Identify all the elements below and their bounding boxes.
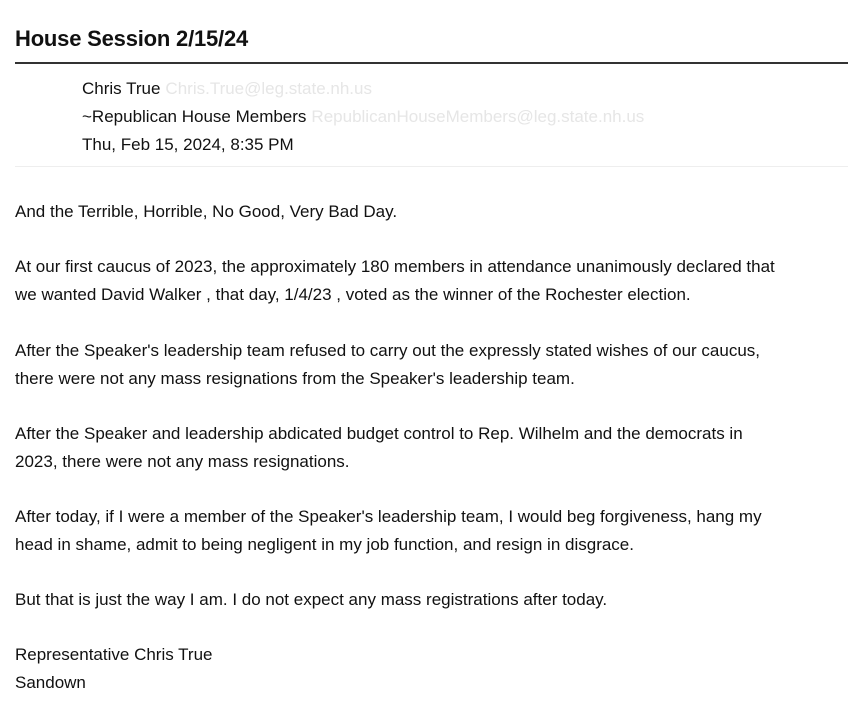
sender-email[interactable]: Chris.True@leg.state.nh.us [165,79,372,98]
to-value [82,105,644,129]
date-value: Thu, Feb 15, 2024, 8:35 PM [82,135,294,154]
sender-name[interactable]: Chris True [82,79,161,98]
body-paragraph-4-line-2: 2023, there were not any mass resignations. [15,452,350,471]
signature-title: Representative Chris True [15,645,213,664]
recipient-email[interactable]: RepublicanHouseMembers@leg.state.nh.us [311,107,645,126]
header-divider [15,166,848,167]
body-paragraph-5-line-1: After today, if I were a member of the Speaker's leadership team, I would beg forgiveness, hang my [15,507,762,526]
subject-divider [15,62,848,64]
body-paragraph-3-line-2: there were not any mass resignations from the Speaker's leadership team. [15,369,575,388]
body-paragraph-2-line-2: we wanted David Walker , that day, 1/4/23 , voted as the winner of the Rochester election. [15,285,691,304]
signature-location: Sandown [15,673,86,692]
body-paragraph-6: But that is just the way I am. I do not expect any mass registrations after today. [15,590,608,609]
body-paragraph-5-line-2: head in shame, admit to being negligent in my job function, and resign in disgrace. [15,535,634,554]
email-subject: House Session 2/15/24 [15,26,249,51]
from-value [82,77,372,101]
body-paragraph-4-line-1: After the Speaker and leadership abdicated budget control to Rep. Wilhelm and the democrats in [15,424,743,443]
body-paragraph-3-line-1: After the Speaker's leadership team refused to carry out the expressly stated wishes of our caucus, [15,341,761,360]
body-paragraph-2-line-1: At our first caucus of 2023, the approximately 180 members in attendance unanimously declared that [15,257,775,276]
body-paragraph-1: And the Terrible, Horrible, No Good, Very Bad Day. [15,202,398,221]
recipient-name[interactable]: ~Republican House Members [82,107,307,126]
